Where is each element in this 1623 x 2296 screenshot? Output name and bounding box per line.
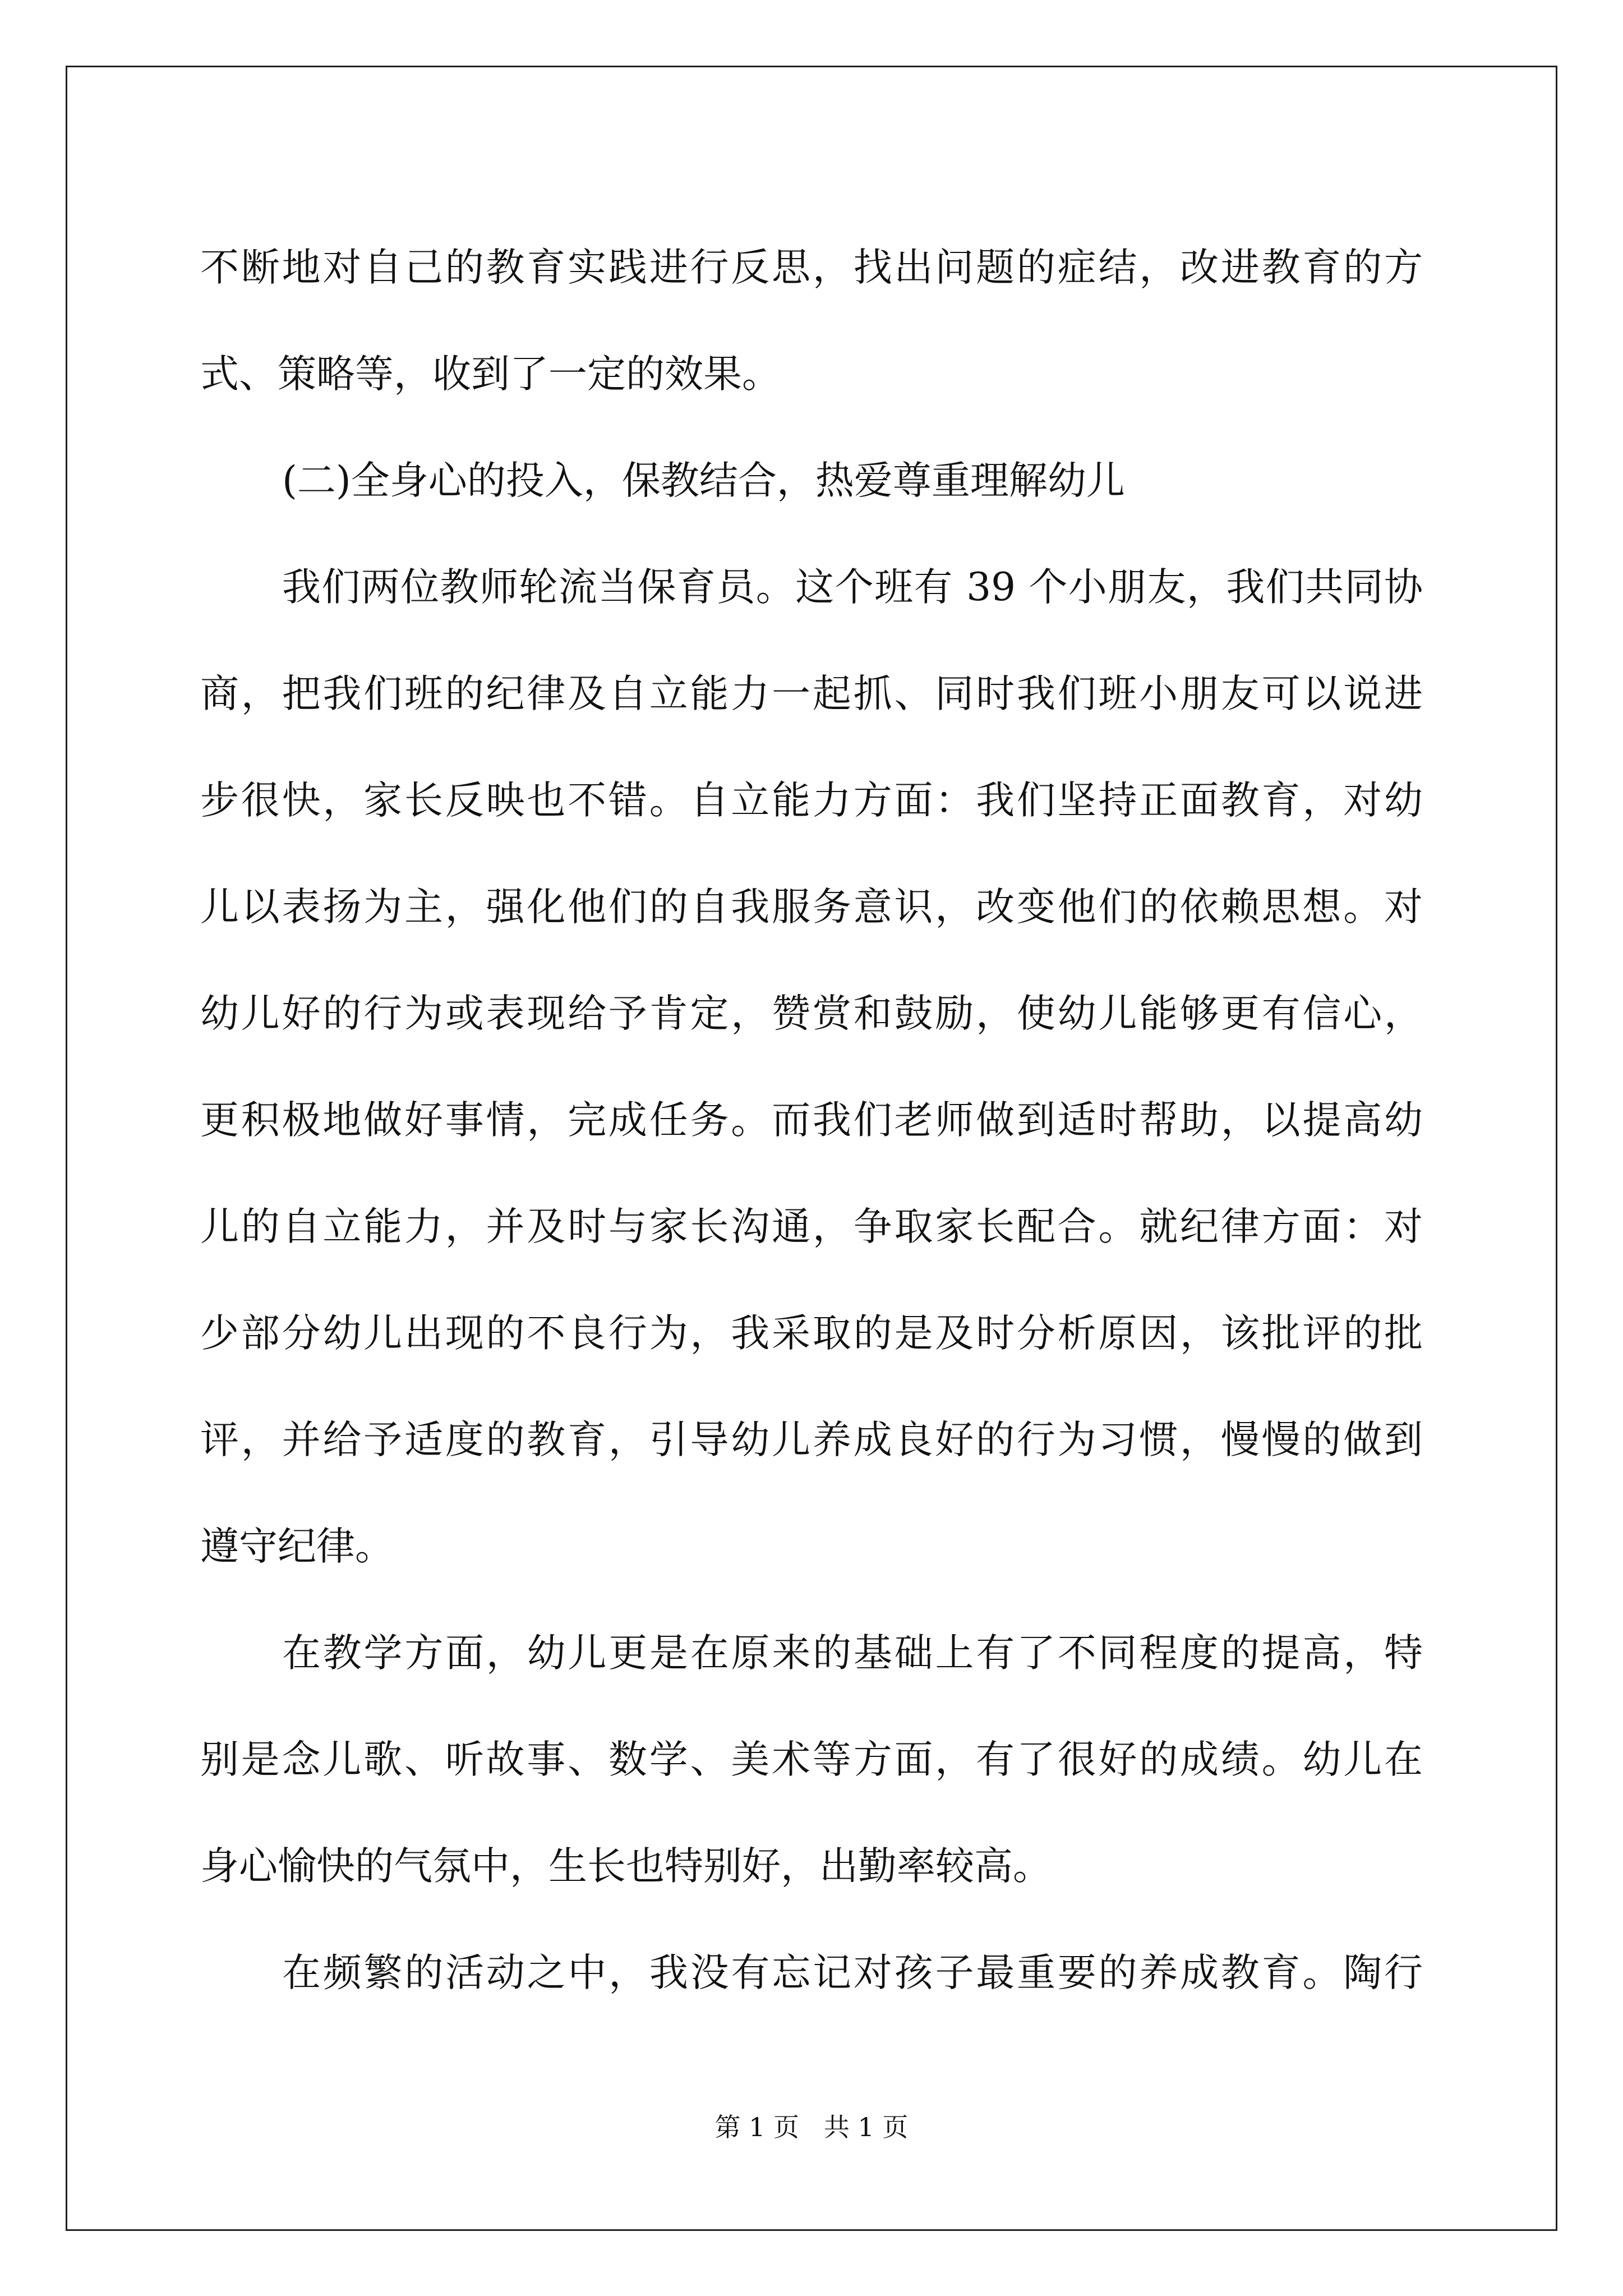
text-line: 式、策略等，收到了一定的效果。 [200,352,781,397]
text-line: 别是念儿歌、听故事、数学、美术等方面，有了很好的成绩。幼儿在 [200,1737,1423,1782]
section-heading: (二)全身心的投入，保教结合，热爱尊重理解幼儿 [282,458,1125,503]
text-line: 更积极地做好事情，完成任务。而我们老师做到适时帮助，以提高幼 [200,1098,1423,1143]
page-number-footer: 第 1 页 共 1 页 [714,2112,909,2142]
document-body [200,214,1423,2026]
text-line: 儿以表扬为主，强化他们的自我服务意识，改变他们的依赖思想。对 [200,885,1423,930]
text-line: 评，并给予适度的教育，引导幼儿养成良好的行为习惯，慢慢的做到 [200,1418,1423,1462]
text-line: 不断地对自己的教育实践进行反思，找出问题的症结，改进教育的方 [200,245,1423,290]
text-line: 幼儿好的行为或表现给予肯定，赞赏和鼓励，使幼儿能够更有信心， [200,991,1423,1036]
text-line: 儿的自立能力，并及时与家长沟通，争取家长配合。就纪律方面：对 [200,1204,1423,1249]
text-line: 少部分幼儿出现的不良行为，我采取的是及时分析原因，该批评的批 [200,1311,1423,1356]
text-line: 在教学方面，幼儿更是在原来的基础上有了不同程度的提高，特 [282,1631,1423,1676]
text-line: 在频繁的活动之中，我没有忘记对孩子最重要的养成教育。陶行 [282,1950,1423,1995]
text-line: 我们两位教师轮流当保育员。这个班有 39 个小朋友，我们共同协 [282,565,1423,610]
text-line: 步很快，家长反映也不错。自立能力方面：我们坚持正面教育，对幼 [200,778,1423,823]
text-line: 遵守纪律。 [200,1524,394,1569]
text-line: 身心愉快的气氛中，生长也特别好，出勤率较高。 [200,1844,1052,1889]
text-line: 商，把我们班的纪律及自立能力一起抓、同时我们班小朋友可以说进 [200,671,1423,716]
